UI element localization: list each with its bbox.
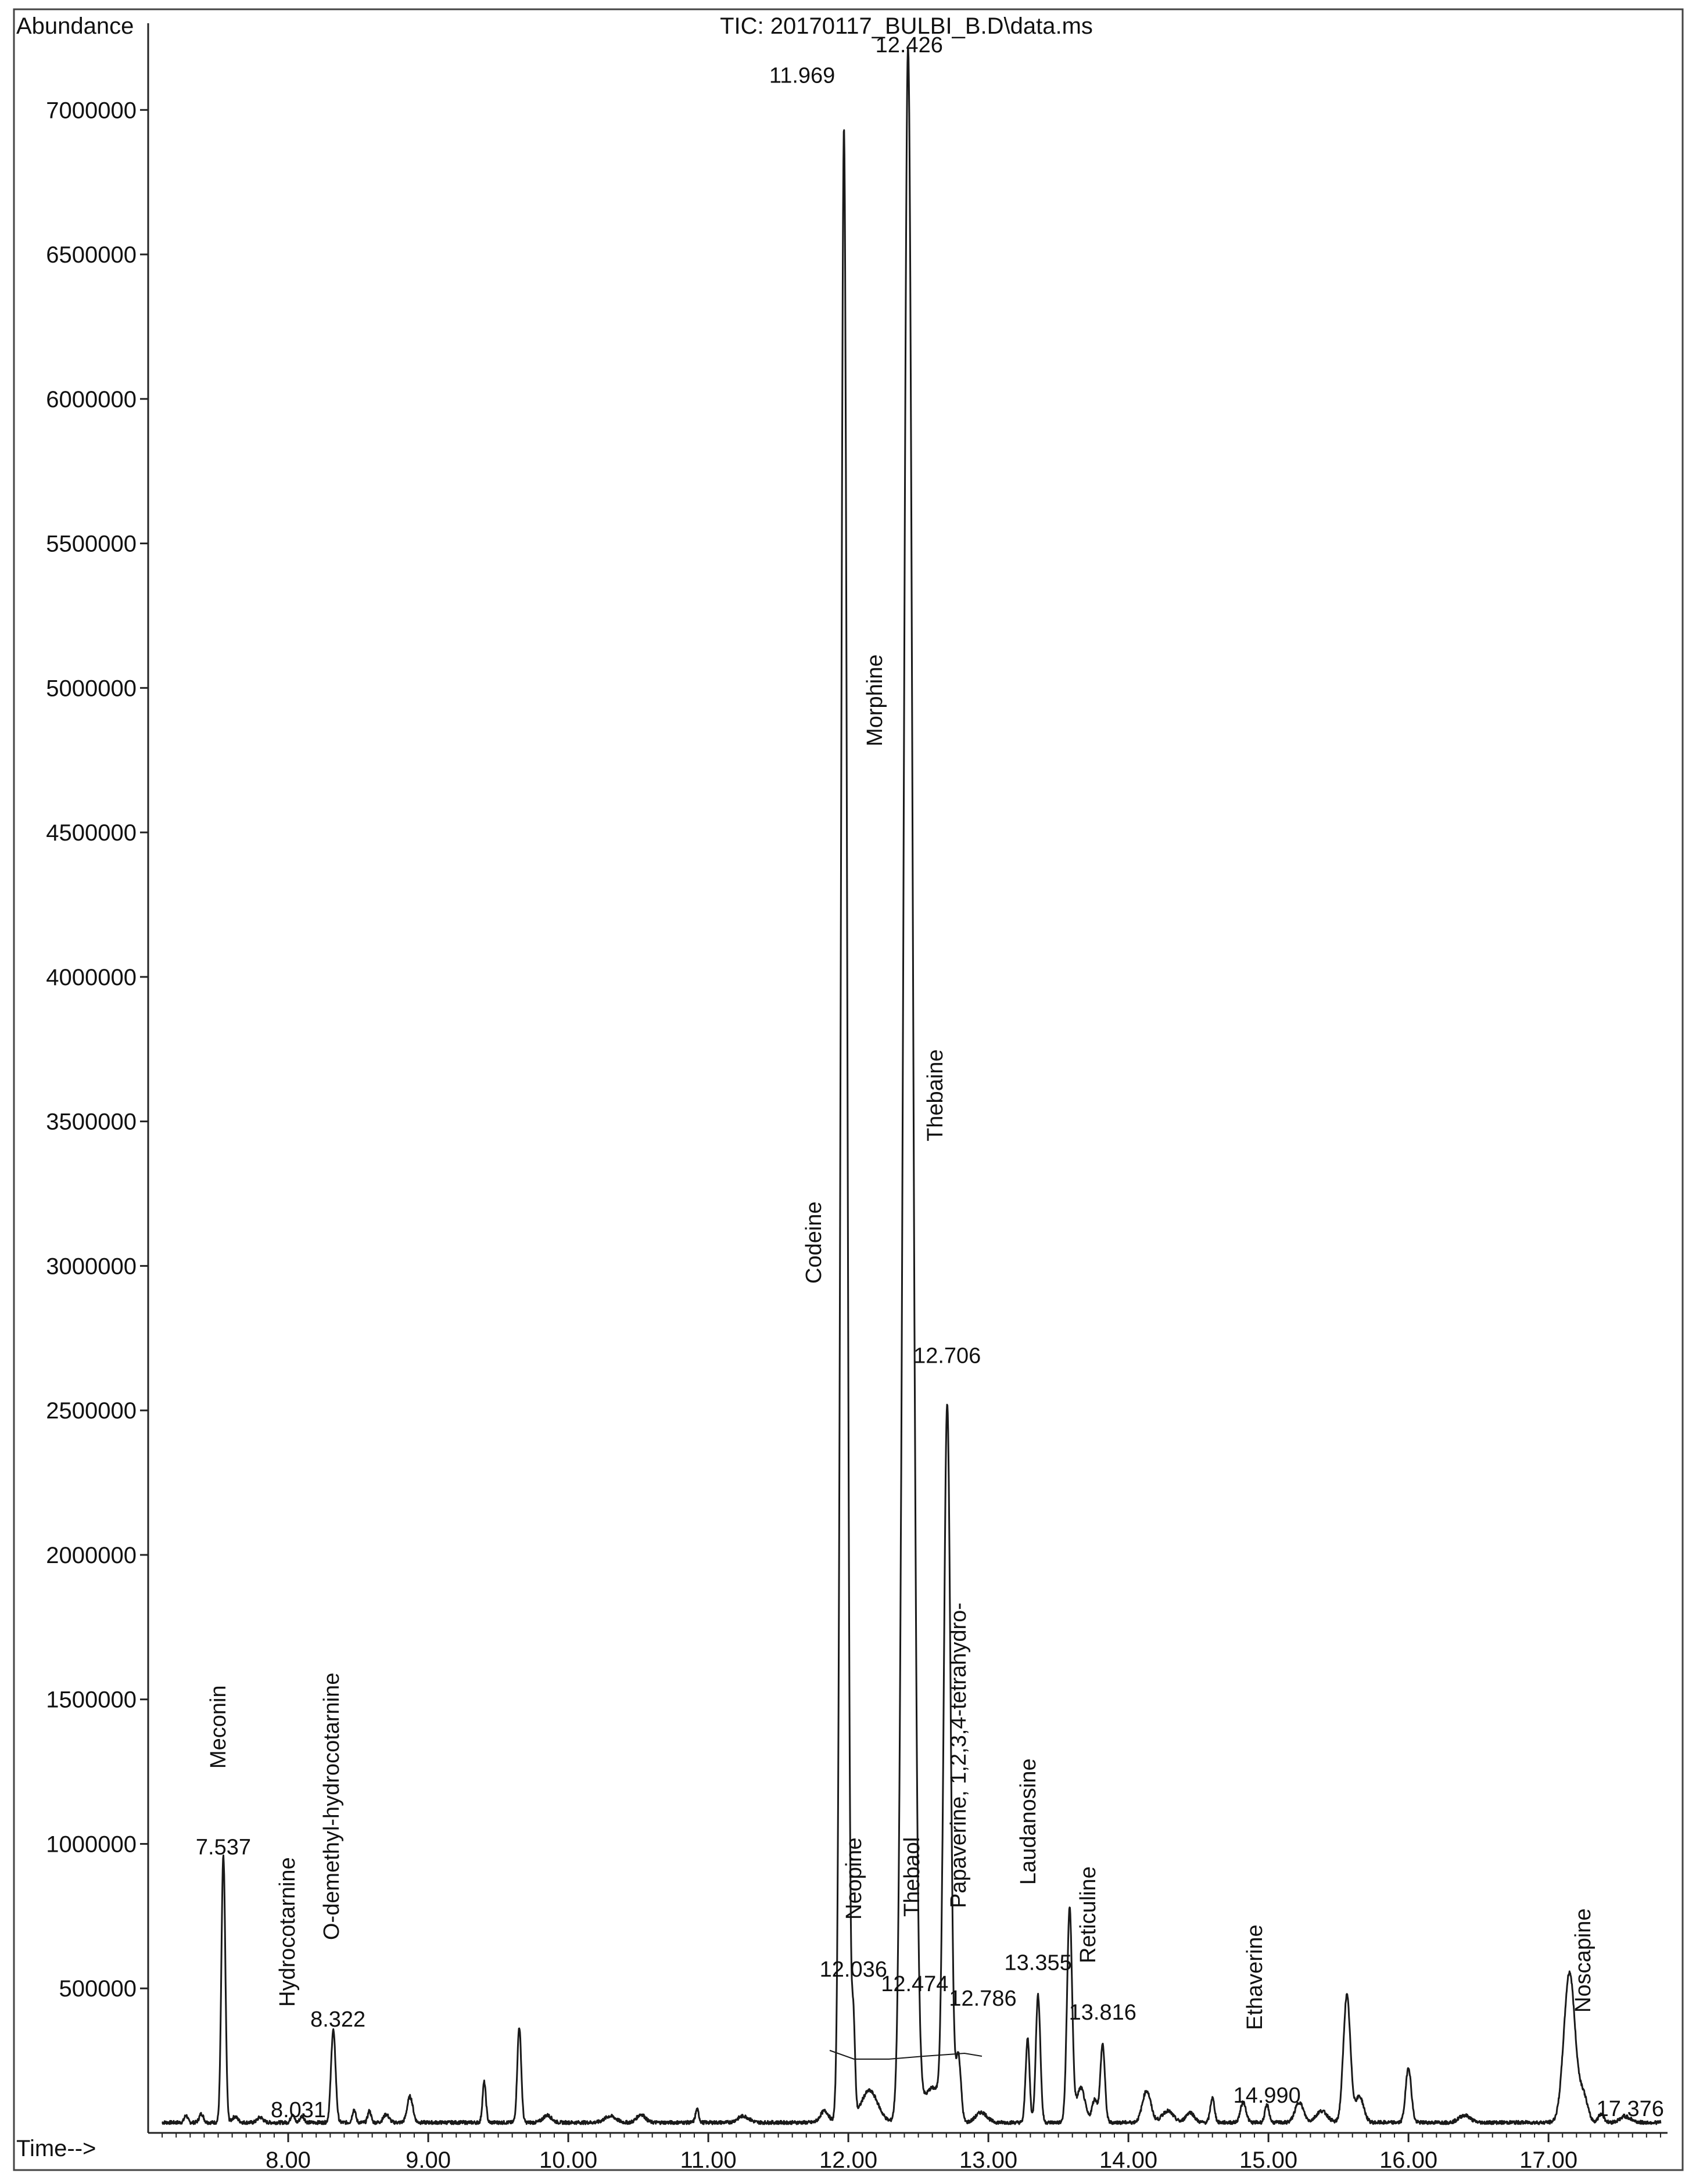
peak-rt-label: 8.322 [310, 2007, 366, 2032]
compound-label: Hydrocotarnine [275, 1857, 300, 2007]
compound-label: Morphine [863, 654, 887, 746]
x-tick-label: 10.00 [539, 2147, 598, 2173]
y-tick-label: 7000000 [46, 98, 137, 124]
y-tick-label: 4500000 [46, 820, 137, 846]
x-tick-label: 9.00 [406, 2147, 451, 2173]
peak-rt-label: 13.816 [1068, 2000, 1136, 2025]
compound-label: Codeine [802, 1201, 826, 1284]
x-tick-label: 15.00 [1239, 2147, 1298, 2173]
y-tick-label: 4000000 [46, 964, 137, 990]
compound-label: Reticuline [1076, 1866, 1100, 1963]
y-tick-label: 500000 [59, 1976, 137, 2002]
y-tick-label: 1000000 [46, 1831, 137, 1858]
chart-title: TIC: 20170117_BULBI_B.D\data.ms [720, 13, 1093, 39]
peak-rt-label: 17.376 [1596, 2097, 1664, 2122]
compound-label: Meconin [206, 1685, 231, 1769]
y-tick-label: 6500000 [46, 242, 137, 268]
y-tick-label: 3500000 [46, 1109, 137, 1135]
x-tick-label: 13.00 [959, 2147, 1018, 2173]
compound-label: Neopine [842, 1837, 866, 1920]
y-tick-label: 6000000 [46, 386, 137, 412]
peak-rt-label: 14.990 [1233, 2084, 1301, 2108]
y-tick-label: 3000000 [46, 1253, 137, 1280]
peak-rt-label: 12.706 [913, 1344, 981, 1368]
compound-label: Papaverine, 1,2,3,4-tetrahydro- [946, 1603, 971, 1908]
x-axis-label: Time--> [16, 2136, 96, 2161]
y-tick-label: 2500000 [46, 1398, 137, 1424]
y-tick-label: 5000000 [46, 676, 137, 702]
compound-label: Thebaol [900, 1837, 924, 1917]
peak-rt-label: 11.969 [769, 63, 836, 88]
peak-rt-label: 12.426 [875, 33, 943, 58]
y-tick-label: 5500000 [46, 531, 137, 557]
compound-label: Ethaverine [1243, 1924, 1267, 2030]
compound-label: Laudanosine [1016, 1758, 1041, 1885]
compound-label: Thebaine [923, 1049, 948, 1141]
x-tick-label: 12.00 [819, 2147, 878, 2173]
x-tick-label: 11.00 [680, 2147, 737, 2173]
y-tick-label: 1500000 [46, 1687, 137, 1713]
x-tick-label: 8.00 [266, 2147, 311, 2173]
peak-rt-label: 12.036 [819, 1957, 887, 1982]
compound-label: O-demethyl-hydrocotarnine [320, 1672, 344, 1940]
peak-rt-label: 12.474 [881, 1972, 949, 1997]
x-tick-label: 16.00 [1379, 2147, 1438, 2173]
peak-rt-label: 12.786 [949, 1986, 1017, 2011]
x-tick-label: 14.00 [1099, 2147, 1158, 2173]
y-tick-label: 2000000 [46, 1542, 137, 1568]
compound-label: Noscapine [1571, 1908, 1595, 2013]
peak-rt-label: 13.355 [1004, 1950, 1072, 1975]
x-tick-label: 17.00 [1519, 2147, 1578, 2173]
y-axis-label: Abundance [16, 13, 134, 39]
peak-rt-label: 7.537 [195, 1835, 251, 1860]
peak-rt-label: 8.031 [270, 2098, 327, 2123]
